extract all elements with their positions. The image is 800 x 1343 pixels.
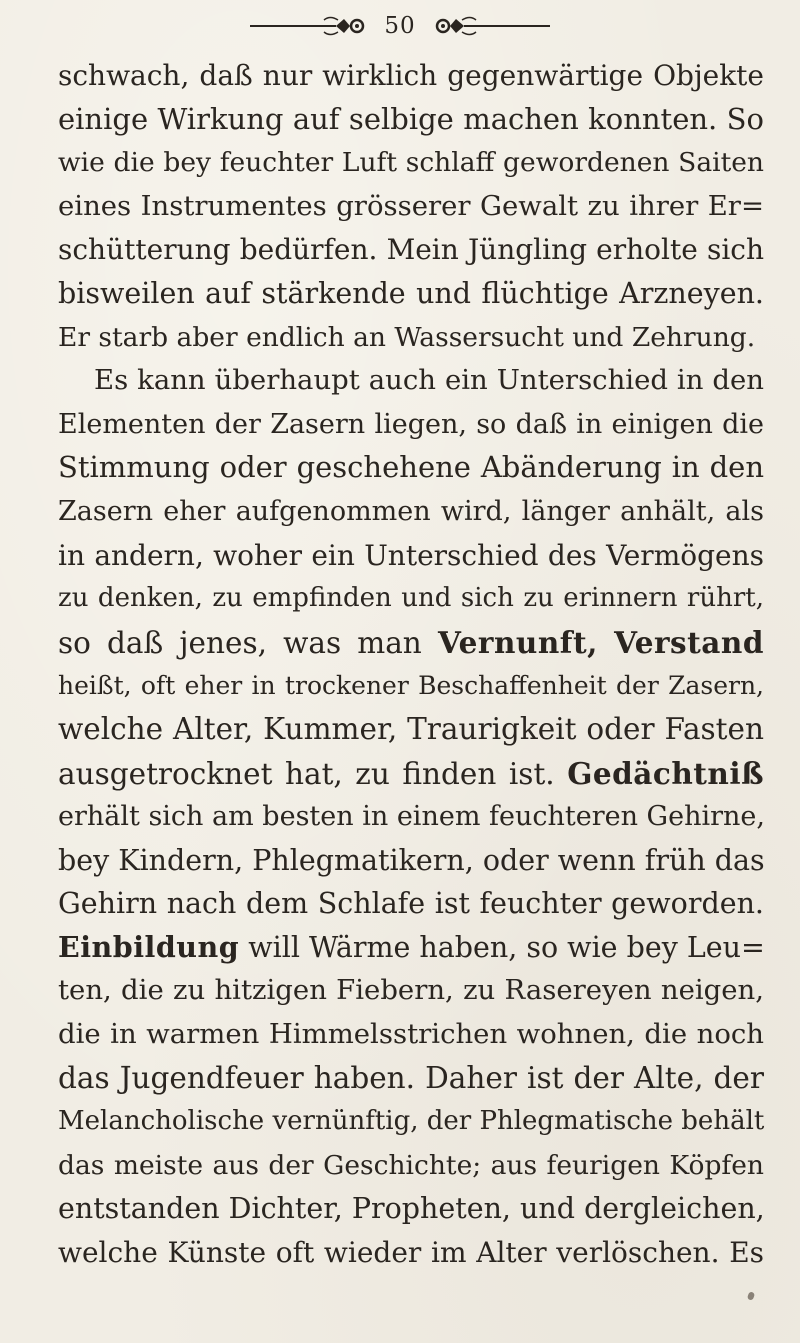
text-line: Melancholische vernünftig, der Phlegmatische behält: [58, 1106, 765, 1137]
text-line: [58, 752, 764, 796]
text-line: Gehirn nach dem Schlafe ist feuchter geworden.: [58, 887, 764, 921]
text-segment: ausgetrocknet hat, zu finden ist.: [58, 756, 555, 791]
text-line: bey Kindern, Phlegmatikern, oder wenn früh das: [58, 843, 765, 877]
text-line: einige Wirkung auf selbige machen konnten. So: [58, 101, 764, 136]
text-line: das Jugendfeuer haben. Daher ist der Alte, der: [58, 1060, 764, 1095]
emphasis-vernunft: Vernunft,: [437, 624, 598, 660]
text-line: welche Alter, Kummer, Traurigkeit oder Fasten: [58, 711, 764, 746]
emphasis-verstand: Verstand: [614, 624, 764, 660]
ink-speck: [747, 1291, 755, 1301]
text-line: zu denken, zu empfinden und sich zu erinnern rührt,: [58, 583, 764, 614]
page-header: [0, 6, 800, 46]
text-line: Elementen der Zasern liegen, so daß in einigen die: [58, 408, 764, 440]
right-ornament-icon: [430, 11, 560, 41]
text-line: welche Künste oft wieder im Alter verlöschen. Es: [58, 1236, 764, 1270]
emphasis-gedaechtniss: Gedächtniß: [567, 755, 764, 791]
text-line: Zasern eher aufgenommen wird, länger anhält, als: [58, 495, 764, 527]
left-ornament-icon: [240, 11, 370, 41]
text-segment: will Wärme haben, so wie bey Leu=: [248, 930, 765, 964]
body-text: [58, 54, 764, 1275]
text-line: heißt, oft eher in trockener Beschaffenheit der Zasern,: [58, 671, 764, 701]
page-number: 50: [384, 13, 416, 39]
text-line: in andern, woher ein Unterschied des Vermögens: [58, 538, 764, 572]
text-line: schwach, daß nur wirklich gegenwärtige Objekte: [58, 59, 764, 92]
text-line: ten, die zu hitzigen Fiebern, zu Rasereyen neigen,: [58, 974, 764, 1007]
text-line: [58, 621, 764, 665]
emphasis-einbildung: Einbildung: [58, 929, 240, 964]
text-line: das meiste aus der Geschichte; aus feurigen Köpfen: [58, 1149, 764, 1181]
text-line: Stimmung oder geschehene Abänderung in den: [58, 450, 764, 485]
text-line: [58, 926, 764, 970]
text-segment: so daß jenes, was man: [58, 625, 422, 660]
text-line: Er starb aber endlich an Wassersucht und Zehrung.: [58, 321, 756, 353]
text-line: Es kann überhaupt auch ein Unterschied in den: [94, 364, 764, 397]
text-line: bisweilen auf stärkende und flüchtige Arzneyen.: [58, 276, 764, 310]
text-line: eines Instrumentes grösserer Gewalt zu ihrer Er=: [58, 189, 764, 222]
text-line: wie die bey feuchter Luft schlaff gewordenen Saiten: [58, 147, 764, 179]
text-line: erhält sich am besten in einem feuchteren Gehirne,: [58, 801, 765, 833]
text-line: die in warmen Himmelsstrichen wohnen, die noch: [58, 1018, 764, 1051]
text-line: entstanden Dichter, Propheten, und dergleichen,: [58, 1192, 765, 1226]
text-line: schütterung bedürfen. Mein Jüngling erholte sich: [58, 233, 764, 267]
